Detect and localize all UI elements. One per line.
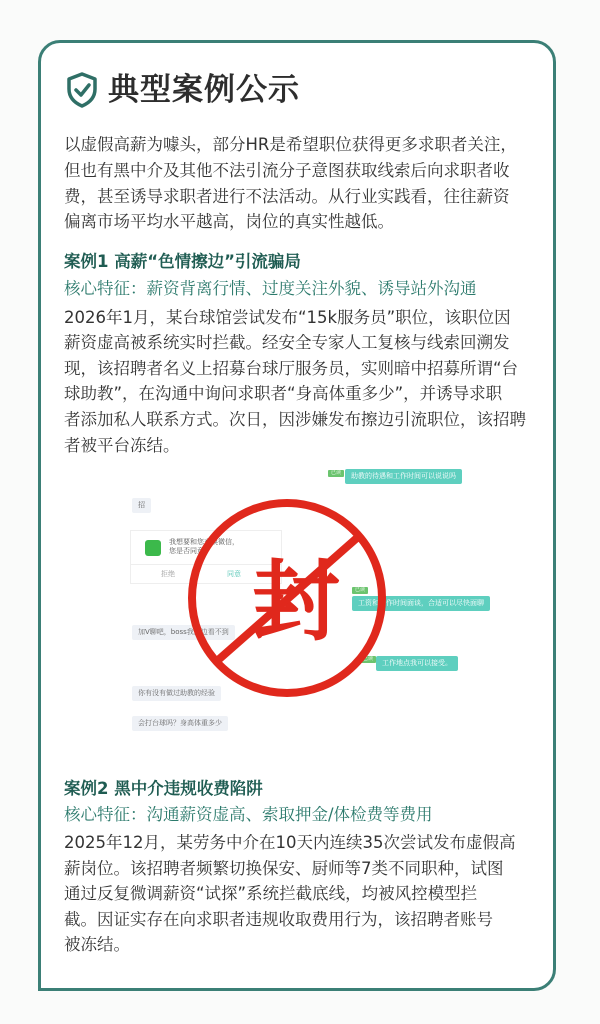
chat-bubble-right: 工资和工作时间面谈，合适可以尽快面聊 <box>352 596 490 611</box>
chat-bubble-left: 加V聊吧，boss我这边看不到 <box>132 625 235 640</box>
chat-bubble-left: 你有没有做过助教的经验 <box>132 686 221 701</box>
chat-screenshot <box>120 460 484 740</box>
intro-line: 费，甚至诱导求职者进行不法活动。从行业实践看，往往薪资 <box>64 187 510 206</box>
agree-button[interactable]: 同意 <box>227 570 241 578</box>
ban-character: 封 <box>252 550 341 653</box>
case1-body-line: 现，该招聘者名义上招募台球厅服务员，实则暗中招募所谓“台 <box>64 359 519 378</box>
case2-body-line: 通过反复微调薪资“试探”系统拦截底线，均被风控模型拦 <box>64 884 478 903</box>
read-tag: 已读 <box>328 470 344 477</box>
case2-body-line: 截。因证实存在向求职者违规收取费用行为，该招聘者账号 <box>64 910 493 929</box>
page-title: 典型案例公示 <box>108 72 300 108</box>
case2-body-line: 薪岗位。该招聘者频繁切换保安、厨师等7类不同职种，试图 <box>64 859 504 878</box>
case1-feature: 核心特征：薪资背离行情、过度关注外貌、诱导站外沟通 <box>64 279 477 298</box>
chat-bubble-left: 招 <box>132 498 151 513</box>
case2-feature: 核心特征：沟通薪资虚高、索取押金/体检费等费用 <box>64 805 433 824</box>
wechat-prompt: 我想要和您交换微信，您是否同意 <box>169 538 239 555</box>
case2-body-line: 2025年12月，某劳务中介在10天内连续35次尝试发布虚假高 <box>64 833 516 852</box>
read-tag: 已读 <box>360 656 376 663</box>
case2-heading: 案例2 黑中介违规收费陷阱 <box>64 779 263 798</box>
chat-bubble-right: 工作地点我可以接受。 <box>376 656 458 671</box>
case1-body-line: 者添加私人联系方式。次日，因涉嫌发布擦边引流职位，该招聘 <box>64 410 526 429</box>
case1-body-line: 薪资虚高被系统实时拦截。经安全专家人工复核与线索回溯发 <box>64 333 510 352</box>
chat-bubble-right: 助教的待遇和工作时间可以说说吗 <box>345 469 462 484</box>
case1-body-line: 球助教”，在沟通中询问求职者“身高体重多少”，并诱导求职 <box>64 384 503 403</box>
case1-heading: 案例1 高薪“色情擦边”引流骗局 <box>64 252 301 271</box>
case1-body-line: 2026年1月，某台球馆尝试发布“15k服务员”职位，该职位因 <box>64 308 511 327</box>
chat-bubble-left: 会打台球吗？身高体重多少 <box>132 716 228 731</box>
shield-check-icon <box>66 72 98 108</box>
read-tag: 已读 <box>352 587 368 594</box>
intro-line: 以虚假高薪为噱头，部分HR是希望职位获得更多求职者关注， <box>64 135 517 154</box>
intro-line: 但也有黑中介及其他不法引流分子意图获取线索后向求职者收 <box>64 161 510 180</box>
reject-button[interactable]: 拒绝 <box>161 570 175 578</box>
case2-body-line: 被冻结。 <box>64 935 130 954</box>
intro-line: 偏离市场平均水平越高，岗位的真实性越低。 <box>64 212 394 231</box>
case1-body-line: 者被平台冻结。 <box>64 436 180 455</box>
